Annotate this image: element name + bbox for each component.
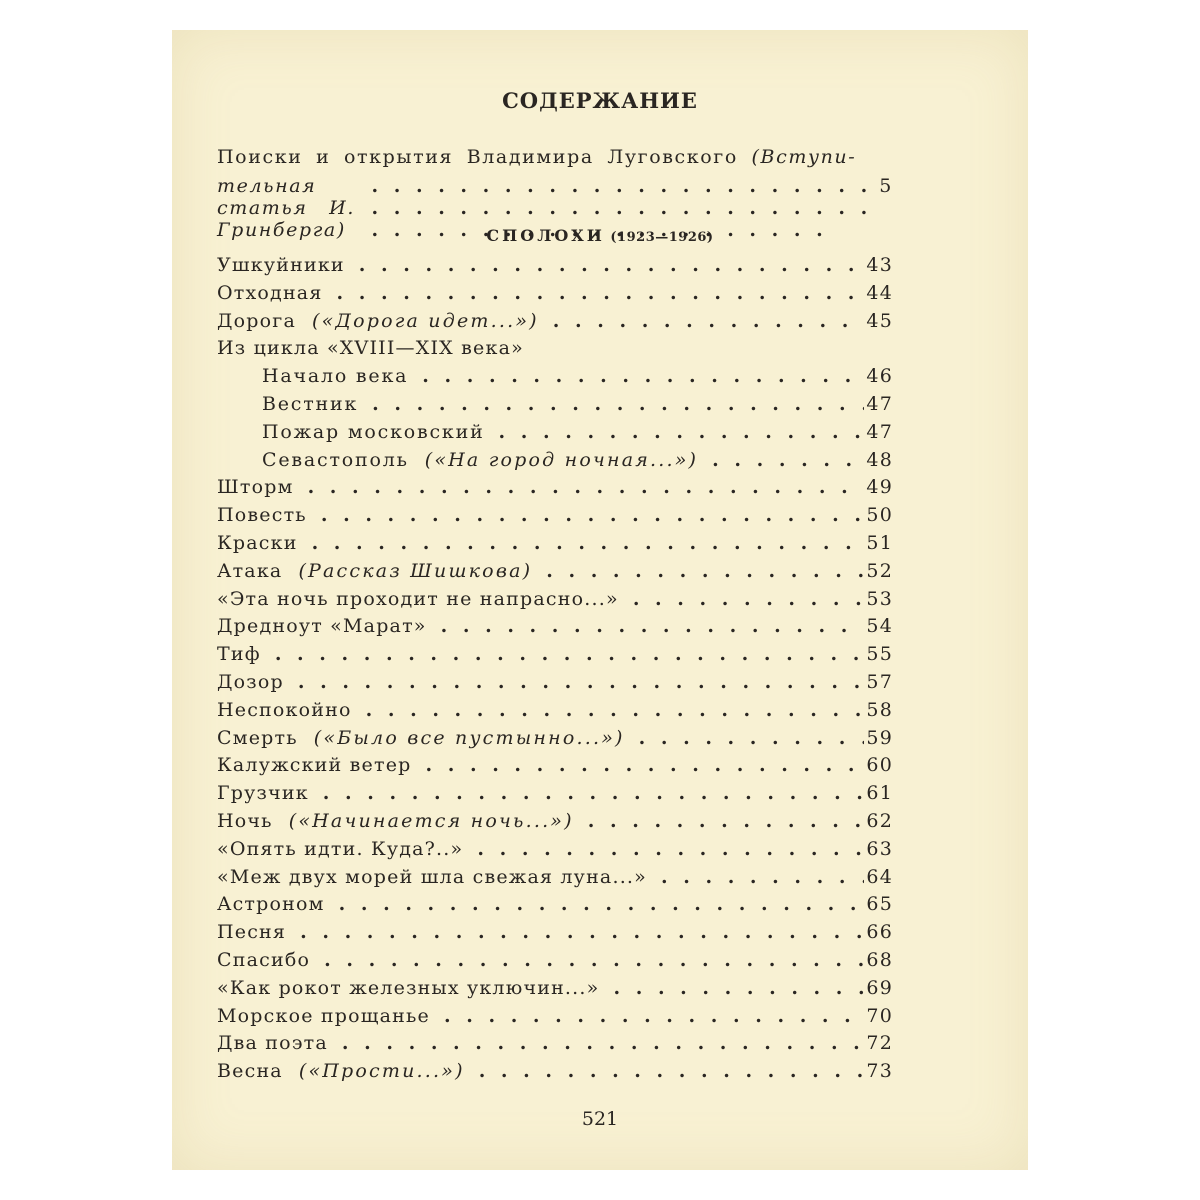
- dot-leader: [633, 588, 865, 610]
- dot-leader: [321, 504, 865, 526]
- section-years: (1923—1926): [610, 230, 714, 245]
- intro-page-number: 5: [879, 175, 893, 197]
- entry-title: Дорога: [217, 309, 296, 332]
- entry-page-number: 70: [866, 1004, 893, 1027]
- entry-title: Морское прощанье: [217, 1004, 431, 1027]
- entry-page-number: 53: [866, 587, 893, 610]
- dot-leader: [324, 949, 864, 971]
- entry-page-number: 60: [866, 754, 893, 777]
- entry-page-number: 65: [866, 893, 893, 916]
- toc-entry: [217, 337, 893, 365]
- entry-title: Севастополь: [262, 448, 409, 471]
- toc-entry: [217, 754, 893, 782]
- page-number: 521: [581, 1108, 619, 1130]
- entry-title: Весна: [217, 1060, 283, 1083]
- entry-title: Дредноут «Марат»: [217, 615, 427, 638]
- entry-page-number: 47: [866, 393, 893, 415]
- dot-leader: [366, 699, 865, 721]
- entry-title: «Меж двух морей шла свежая луна...»: [217, 865, 647, 888]
- toc-entry: [217, 782, 893, 810]
- dot-leader: [337, 282, 865, 304]
- toc-entry: [217, 560, 893, 588]
- entry-title: Смерть: [217, 726, 298, 749]
- dot-leader: [422, 365, 864, 387]
- entry-page-number: 51: [866, 532, 893, 554]
- entry-page-number: 54: [866, 615, 893, 638]
- dot-leader: [441, 615, 865, 637]
- dot-leader: [479, 1060, 865, 1082]
- dot-leader: [372, 393, 864, 415]
- toc-entry: [217, 699, 893, 727]
- entry-page-number: 73: [866, 1060, 893, 1083]
- dot-leader: [553, 310, 865, 332]
- entry-page-number: 46: [866, 365, 893, 388]
- entry-title: «Опять идти. Куда?..»: [217, 837, 464, 860]
- dot-leader: [639, 727, 865, 749]
- entry-subtitle: («Начинается ночь...»): [288, 810, 574, 832]
- entry-title: Отходная: [217, 281, 323, 304]
- entry-page-number: 48: [866, 448, 893, 471]
- entry-title: Неспокойно: [217, 698, 352, 721]
- entry-page-number: 45: [866, 309, 893, 332]
- dot-leader: [613, 977, 864, 999]
- toc-entry: [217, 671, 893, 699]
- entry-title: Шторм: [217, 476, 294, 499]
- entry-title: Астроном: [217, 893, 325, 916]
- entry-page-number: 72: [866, 1032, 893, 1055]
- toc-entry: [217, 615, 893, 643]
- entry-title: Калужский ветер: [217, 754, 412, 777]
- toc-entry: [217, 254, 893, 282]
- dot-leader: [588, 810, 865, 832]
- toc-entry: [262, 393, 893, 421]
- entry-page-number: 59: [866, 726, 893, 749]
- toc-entry: [217, 643, 893, 671]
- dot-leader: [444, 1005, 864, 1027]
- entry-title: Начало века: [262, 365, 409, 388]
- toc-entry: [217, 504, 893, 532]
- entry-title: Два поэта: [217, 1032, 328, 1055]
- entry-title: Атака: [217, 559, 283, 582]
- toc-entry: [217, 1032, 893, 1060]
- entry-page-number: 49: [866, 476, 893, 499]
- entry-page-number: 61: [866, 782, 893, 805]
- section-heading: [172, 226, 1028, 245]
- intro-subtitle-part-2: тельная статья И. Гринберга): [217, 175, 355, 241]
- dot-leader: [342, 1032, 865, 1054]
- dot-leader: [661, 866, 864, 888]
- toc-entry: [262, 449, 893, 477]
- entry-page-number: 58: [866, 698, 893, 721]
- book-page: [172, 30, 1028, 1170]
- entry-title: Дозор: [217, 671, 284, 693]
- entry-title: Повесть: [217, 504, 307, 527]
- dot-leader: [323, 782, 865, 804]
- entry-page-number: 44: [866, 281, 893, 304]
- entry-subtitle: (Рассказ Шишкова): [298, 559, 533, 582]
- entry-page-number: 52: [866, 559, 893, 582]
- dot-leader: [275, 643, 865, 665]
- dot-leader: [359, 254, 865, 276]
- entry-title: Тиф: [217, 643, 261, 666]
- dot-leader: [499, 421, 865, 443]
- entry-page-number: 62: [866, 810, 893, 832]
- entry-subtitle: («Было все пустынно...»): [313, 726, 625, 749]
- entry-page-number: 47: [866, 420, 893, 443]
- entry-page-number: 69: [866, 976, 893, 999]
- entry-subtitle: («На город ночная...»): [424, 448, 699, 471]
- dot-leader: [308, 476, 865, 498]
- entry-title: «Как рокот железных уключин...»: [217, 976, 600, 999]
- toc-entry: [262, 421, 893, 449]
- entry-title: Ночь: [217, 810, 273, 832]
- dot-leader: [477, 838, 864, 860]
- entry-subtitle: («Дорога идет...»): [311, 309, 539, 332]
- toc-entry: [217, 588, 893, 616]
- dot-leader: [312, 532, 865, 554]
- entry-page-number: 55: [866, 643, 893, 666]
- entry-title: Ушкуйники: [217, 254, 345, 276]
- dot-leader: [339, 893, 865, 915]
- dot-leader: [712, 449, 864, 471]
- toc-entry: [217, 810, 893, 838]
- toc-entry: [217, 921, 893, 949]
- intro-line-1: [217, 146, 893, 168]
- entry-title: «Эта ночь проходит не напрасно...»: [217, 587, 619, 610]
- entry-title: Грузчик: [217, 782, 309, 805]
- entry-title: Краски: [217, 532, 298, 554]
- toc-entry: [217, 1005, 893, 1033]
- entry-page-number: 68: [866, 949, 893, 971]
- entry-page-number: 50: [866, 504, 893, 527]
- entry-subtitle: («Прости...»): [298, 1060, 465, 1083]
- toc-entry: [217, 1060, 893, 1088]
- dot-leader: [300, 921, 864, 943]
- toc-entry: [217, 476, 893, 504]
- toc-entry: [217, 282, 893, 310]
- toc-entry: [217, 977, 893, 1005]
- intro-subtitle-part-1: (Вступи-: [751, 146, 857, 168]
- toc-entry: [217, 838, 893, 866]
- toc-entry: [217, 949, 893, 977]
- toc-entry: [217, 310, 893, 338]
- dot-leader: [298, 671, 865, 693]
- toc-entry: [217, 727, 893, 755]
- entry-title: Вестник: [262, 393, 359, 415]
- entry-title: Из цикла «XVIII—XIX века»: [217, 337, 524, 360]
- toc-entry: [217, 866, 893, 894]
- toc-entry: [217, 893, 893, 921]
- page-heading: СОДЕРЖАНИЕ: [502, 88, 698, 113]
- entry-page-number: 64: [866, 865, 893, 888]
- section-title: СПОЛОХИ: [486, 226, 605, 245]
- dot-leader: [546, 560, 864, 582]
- entry-page-number: 57: [866, 671, 893, 693]
- entry-page-number: 43: [866, 254, 893, 276]
- dot-leader: [426, 754, 865, 776]
- toc-entry: [262, 365, 893, 393]
- entry-title: Пожар московский: [262, 420, 485, 443]
- entry-title: Песня: [217, 921, 287, 944]
- entry-title: Спасибо: [217, 949, 311, 971]
- entry-page-number: 66: [866, 921, 893, 944]
- entry-page-number: 63: [866, 837, 893, 860]
- toc-entry: [217, 532, 893, 560]
- intro-title: Поиски и открытия Владимира Луговского: [217, 146, 738, 168]
